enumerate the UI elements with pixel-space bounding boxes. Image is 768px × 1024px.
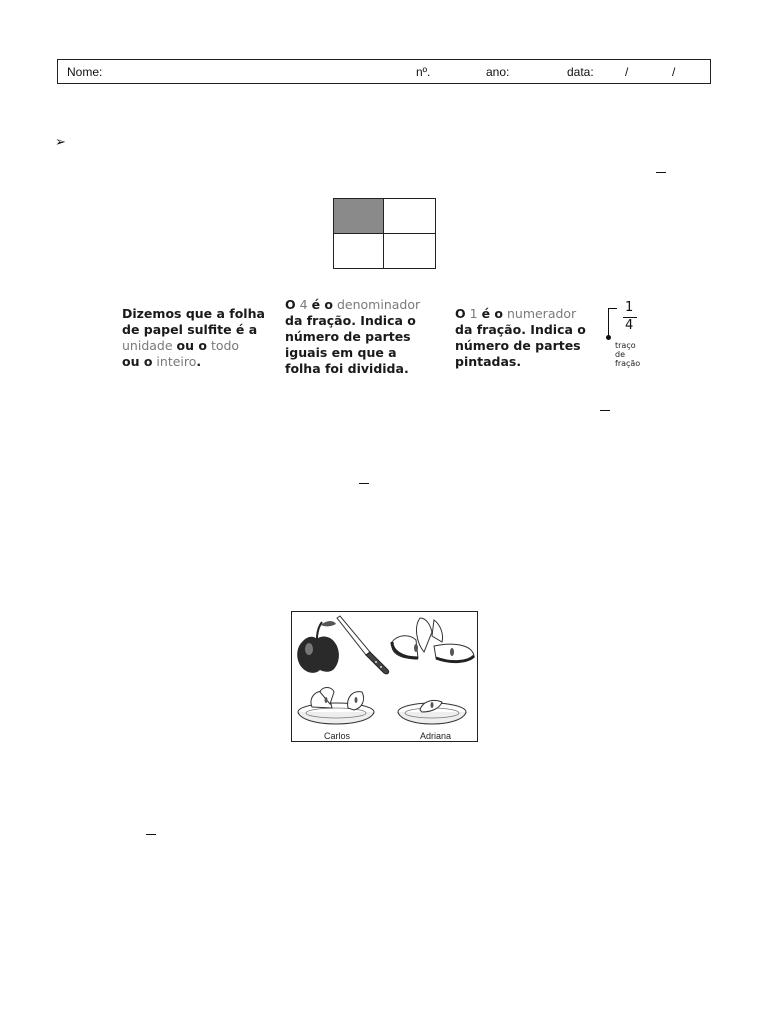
bowl-icon [298, 688, 374, 725]
number-label: nº. [416, 65, 431, 79]
numerator-explanation: O 1 é o numerador da fração. Indica o número de partes pintadas. [455, 306, 586, 369]
apple-icon [297, 621, 339, 673]
fraction-bar-label: traço de fração [615, 341, 641, 368]
fraction-bar-mark [600, 410, 610, 411]
caption-adriana: Adriana [420, 731, 452, 741]
bracket-arrow-icon [608, 308, 617, 337]
fraction-bar-mark [656, 172, 666, 173]
date-label: data: [567, 65, 594, 79]
apple-slices-icon [392, 618, 474, 662]
fraction-denominator: 4 [625, 318, 634, 333]
caption-carlos: Carlos [324, 731, 351, 741]
unshaded-part [334, 234, 384, 268]
fraction-diagram [605, 298, 655, 378]
apple-scene-icon [292, 612, 477, 741]
shaded-part [334, 199, 384, 234]
bullet-arrow-icon: ➢ [55, 135, 66, 150]
date-separator: / [625, 65, 629, 79]
unit-explanation: Dizemos que a folha de papel sulfite é a unidade ou o todo ou o inteiro. [122, 306, 265, 369]
name-label: Nome: [67, 65, 103, 79]
unshaded-part [384, 234, 435, 268]
denominator-explanation: O 4 é o denominador da fração. Indica o número de partes iguais em que a folha foi dividida. [285, 297, 421, 376]
date-separator: / [672, 65, 676, 79]
fraction-bar-mark [359, 483, 369, 484]
student-info-header [57, 59, 711, 84]
bowl-icon [398, 700, 466, 724]
apple-sharing-illustration [291, 611, 478, 742]
year-label: ano: [486, 65, 510, 79]
knife-icon [337, 616, 389, 674]
fraction-bar-mark [146, 834, 156, 835]
unshaded-part [384, 199, 435, 234]
fraction-numerator: 1 [625, 300, 634, 315]
pointer-dot-icon [606, 335, 611, 340]
divided-sheet-figure [333, 198, 436, 269]
